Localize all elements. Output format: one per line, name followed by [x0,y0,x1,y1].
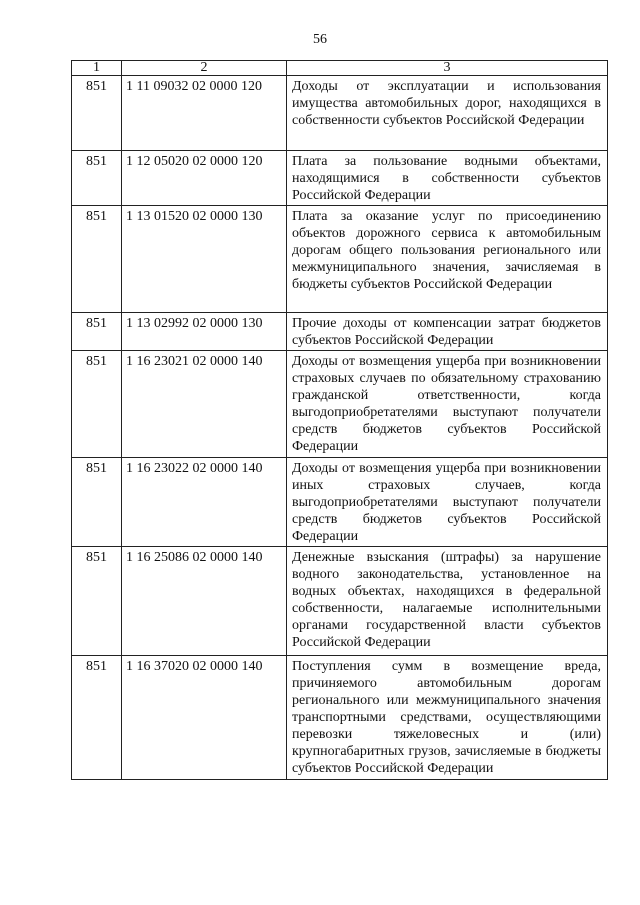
description-cell: Плата за оказание услуг по присоединению объектов дорожного сервиса к автомобильным дорогам общего пользования регионального или межмуниципального значения, зачисляемая в бюджеты субъектов Российской Федерации [287,206,608,313]
admin-code-cell: 851 [72,151,122,206]
table-row [72,313,608,351]
admin-code-cell: 851 [72,458,122,547]
header-col-2: 2 [122,61,287,76]
admin-code-cell: 851 [72,351,122,458]
admin-code-cell: 851 [72,206,122,313]
budget-code-cell: 1 13 01520 02 0000 130 [122,206,287,313]
page-number: 56 [313,32,327,47]
table-row [72,206,608,313]
table-row [72,76,608,151]
description-cell: Доходы от возмещения ущерба при возникновении страховых случаев по обязательному страхованию гражданской ответственности, когда выгодоприобретателями выступают получатели средств бюджетов субъектов Российской Федерации [287,351,608,458]
table-row [72,656,608,780]
admin-code-cell: 851 [72,76,122,151]
table-row [72,547,608,656]
description-cell: Денежные взыскания (штрафы) за нарушение водного законодательства, установленное на водных объектах, находящихся в федеральной собственности, налагаемые исполнительными органами государственной власти субъектов Российской Федерации [287,547,608,656]
budget-code-cell: 1 16 25086 02 0000 140 [122,547,287,656]
description-cell: Доходы от эксплуатации и использования имущества автомобильных дорог, находящихся в собственности субъектов Российской Федерации [287,76,608,151]
table-row [72,351,608,458]
admin-code-cell: 851 [72,656,122,780]
budget-code-cell: 1 13 02992 02 0000 130 [122,313,287,351]
budget-code-cell: 1 16 23021 02 0000 140 [122,351,287,458]
table-row [72,458,608,547]
header-col-1: 1 [72,61,122,76]
description-cell: Плата за пользование водными объектами, находящимися в собственности субъектов Российской Федерации [287,151,608,206]
revenue-codes-table [71,60,608,780]
budget-code-cell: 1 16 23022 02 0000 140 [122,458,287,547]
description-cell: Прочие доходы от компенсации затрат бюджетов субъектов Российской Федерации [287,313,608,351]
budget-code-cell: 1 16 37020 02 0000 140 [122,656,287,780]
budget-code-cell: 1 11 09032 02 0000 120 [122,76,287,151]
admin-code-cell: 851 [72,547,122,656]
header-col-3: 3 [287,61,608,76]
table-header-row [72,61,608,76]
description-cell: Доходы от возмещения ущерба при возникновении иных страховых случаев, когда выгодоприобретателями выступают получатели средств бюджетов субъектов Российской Федерации [287,458,608,547]
table-row [72,151,608,206]
admin-code-cell: 851 [72,313,122,351]
description-cell: Поступления сумм в возмещение вреда, причиняемого автомобильным дорогам регионального или межмуниципального значения транспортными средствами, осуществляющими перевозки тяжеловесных и (или) крупногабаритных грузов, зачисляемые в бюджеты субъектов Российской Федерации [287,656,608,780]
budget-code-cell: 1 12 05020 02 0000 120 [122,151,287,206]
